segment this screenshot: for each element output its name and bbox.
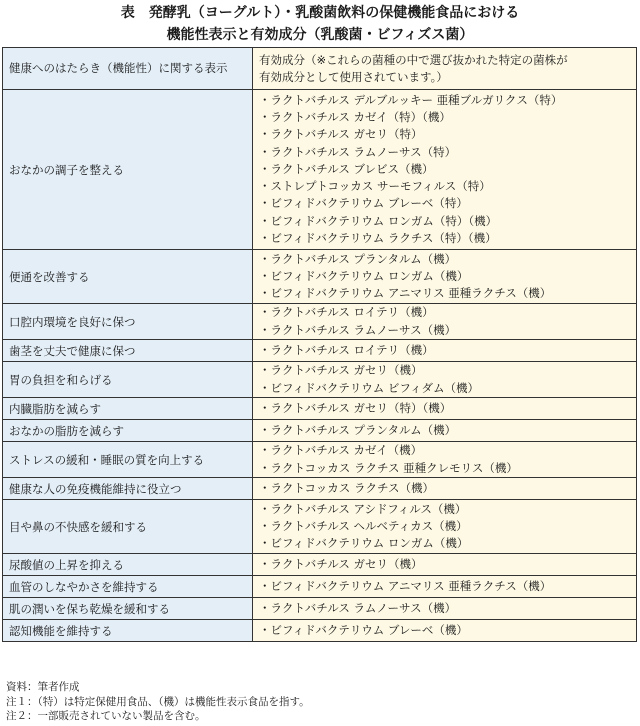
components-cell (253, 340, 637, 362)
header-effect: 健康へのはたらき（機能性）に関する表示 (3, 48, 253, 90)
component-item: ・ストレプトコッカス サーモフィルス（特） (259, 179, 491, 194)
component-item: ・ラクトバチルス ラムノーサス（特） (259, 144, 457, 159)
effect-cell: ストレスの緩和・睡眠の質を向上する (3, 442, 253, 478)
component-item: ・ラクトバチルス カゼイ（機） (259, 443, 423, 458)
header-components-line-1: 有効成分（※これらの菌種の中で選び抜かれた特定の菌株が (259, 52, 568, 67)
table-row (3, 554, 637, 576)
effect-cell: 尿酸値の上昇を抑える (3, 554, 253, 576)
header-row (3, 48, 637, 90)
component-item: ・ラクトバチルス ガセリ（機） (259, 363, 423, 378)
components-cell (253, 420, 637, 442)
effect-cell: 血管のしなやかさを維持する (3, 576, 253, 598)
component-item: ・ビフィドバクテリウム アニマリス 亜種ラクチス（機） (259, 578, 552, 593)
table-row (3, 478, 637, 500)
footnotes (6, 680, 310, 724)
components-cell (253, 442, 637, 478)
components-cell (253, 304, 637, 340)
component-item: ・ビフィドバクテリウム ロンガム（特）（機） (259, 213, 498, 228)
effect-cell: 目や鼻の不快感を緩和する (3, 500, 253, 554)
effect-cell: 口腔内環境を良好に保つ (3, 304, 253, 340)
components-cell (253, 500, 637, 554)
component-item: ・ラクトコッカス ラクチス 亜種クレモリス（機） (259, 460, 518, 475)
source-note: 資料：筆者作成 (6, 681, 80, 693)
title-line-1: 表 発酵乳（ヨーグルト）・乳酸菌飲料の保健機能食品における (120, 5, 520, 21)
table-row (3, 90, 637, 250)
component-item: ・ラクトコッカス ラクチス（機） (259, 480, 435, 495)
components-cell (253, 478, 637, 500)
component-item: ・ラクトバチルス プランタルム（機） (259, 251, 457, 266)
effect-cell: おなかの脂肪を減らす (3, 420, 253, 442)
component-item: ・ビフィドバクテリウム ブレーベ（特） (259, 196, 468, 211)
component-item: ・ラクトバチルス ヘルベティカス（機） (259, 518, 468, 533)
header-components-line-2: 有効成分として使用されています。） (259, 69, 448, 84)
component-item: ・ラクトバチルス ラムノーサス（機） (259, 600, 457, 615)
table-row (3, 442, 637, 478)
component-item: ・ビフィドバクテリウム アニマリス 亜種ラクチス（機） (259, 286, 552, 301)
functional-claims-table (2, 47, 637, 642)
table-row (3, 362, 637, 398)
note-2: 注２：一部販売されていない製品を含む。 (6, 710, 206, 722)
components-cell (253, 598, 637, 620)
component-item: ・ラクトバチルス カゼイ（特）（機） (259, 109, 451, 124)
component-item: ・ビフィドバクテリウム ロンガム（機） (259, 536, 469, 551)
effect-cell: おなかの調子を整える (3, 90, 253, 250)
note-1: 注１：（特）は特定保健用食品、（機）は機能性表示食品を指す。 (6, 695, 310, 708)
effect-cell: 胃の負担を和らげる (3, 362, 253, 398)
table-row (3, 576, 637, 598)
table-row (3, 304, 637, 340)
table-title (0, 0, 640, 46)
component-item: ・ビフィドバクテリウム ビフィダム（機） (259, 380, 479, 395)
components-cell (253, 250, 637, 304)
title-line-2: 機能性表示と有効成分（乳酸菌・ビフィズス菌） (166, 27, 474, 43)
effect-cell: 歯茎を丈夫で健康に保つ (3, 340, 253, 362)
component-item: ・ラクトバチルス ガセリ（特） (259, 127, 423, 142)
table-row (3, 598, 637, 620)
component-item: ・ビフィドバクテリウム ラクチス（特）（機） (259, 231, 497, 246)
component-item: ・ラクトバチルス ガセリ（機） (259, 556, 423, 571)
effect-cell: 肌の潤いを保ち乾燥を緩和する (3, 598, 253, 620)
table-row (3, 250, 637, 304)
table-row (3, 398, 637, 420)
component-item: ・ビフィドバクテリウム ブレーベ（機） (259, 622, 468, 637)
effect-cell: 認知機能を維持する (3, 620, 253, 642)
component-item: ・ラクトバチルス プランタルム（機） (259, 422, 457, 437)
component-item: ・ラクトバチルス ロイテリ（機） (259, 342, 434, 357)
table-row (3, 340, 637, 362)
component-item: ・ラクトバチルス アシドフィルス（機） (259, 501, 467, 516)
effect-cell: 健康な人の免疫機能維持に役立つ (3, 478, 253, 500)
components-cell (253, 398, 637, 420)
table-row (3, 420, 637, 442)
component-item: ・ラクトバチルス ロイテリ（機） (259, 305, 434, 320)
components-cell (253, 362, 637, 398)
table-row (3, 500, 637, 554)
component-item: ・ビフィドバクテリウム ロンガム（機） (259, 268, 469, 283)
effect-cell: 内臓脂肪を減らす (3, 398, 253, 420)
table-row (3, 620, 637, 642)
effect-cell: 便通を改善する (3, 250, 253, 304)
components-cell (253, 620, 637, 642)
component-item: ・ラクトバチルス ブレビス（機） (259, 161, 434, 176)
component-item: ・ラクトバチルス ガセリ（特）（機） (259, 400, 452, 415)
header-components (253, 48, 637, 90)
component-item: ・ラクトバチルス ラムノーサス（機） (259, 322, 457, 337)
components-cell (253, 554, 637, 576)
components-cell (253, 90, 637, 250)
components-cell (253, 576, 637, 598)
component-item: ・ラクトバチルス デルブルッキー 亜種ブルガリクス（特） (259, 92, 563, 107)
